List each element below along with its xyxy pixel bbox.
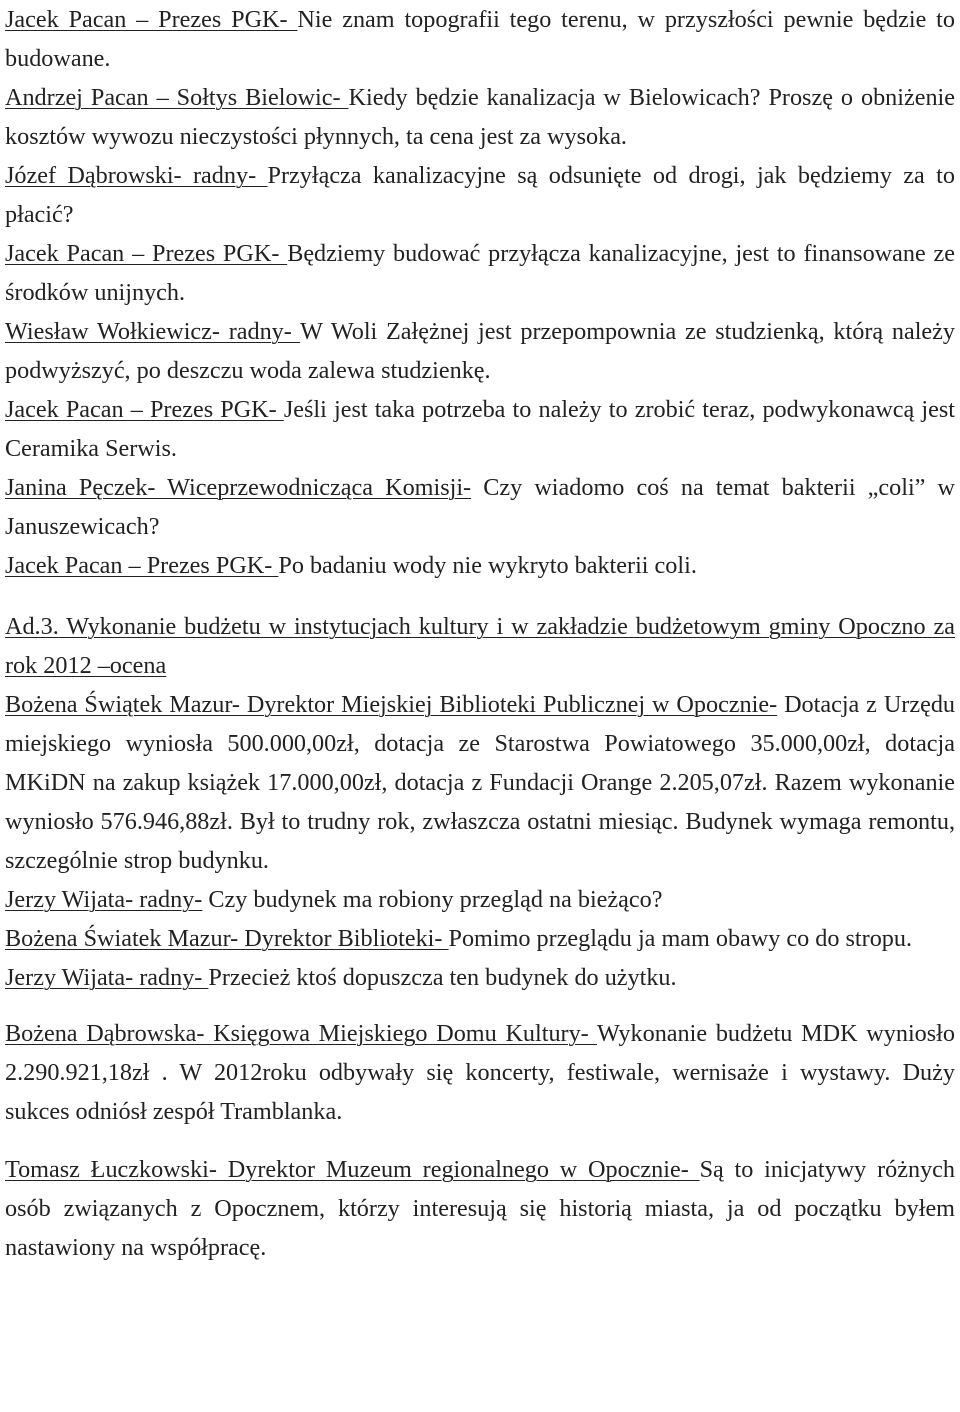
speaker-name: Jacek Pacan – Prezes PGK- [5, 552, 279, 579]
speaker-name: Jacek Pacan – Prezes PGK- [5, 6, 298, 33]
statement-paragraph [5, 312, 955, 390]
statement-paragraph [5, 1150, 955, 1267]
speaker-name: Jerzy Wijata- radny- [5, 886, 203, 913]
statement-text: Przyłącza kanalizacyjne są odsunięte od drogi, jak będziemy za to płacić? [5, 162, 955, 228]
statement-paragraph [5, 919, 955, 958]
speaker-name: Andrzej Pacan – Sołtys Bielowic- [5, 84, 349, 111]
statement-text: Nie znam topografii tego terenu, w przyszłości pewnie będzie to budowane. [5, 6, 955, 72]
speaker-name: Tomasz Łuczkowski- Dyrektor Muzeum regionalnego w Opocznie- [5, 1156, 700, 1183]
document-page [5, 0, 955, 1267]
speaker-name: Bożena Świątek Mazur- Dyrektor Miejskiej Biblioteki Publicznej w Opocznie- [5, 691, 778, 718]
statement-paragraph [5, 958, 955, 997]
statement-paragraph [5, 685, 955, 880]
statement-paragraph [5, 546, 955, 585]
speaker-name: Jerzy Wijata- radny- [5, 964, 209, 991]
statement-text: Przecież ktoś dopuszcza ten budynek do użytku. [208, 964, 677, 991]
statement-paragraph [5, 234, 955, 312]
statement-paragraph [5, 0, 955, 78]
statement-paragraph [5, 156, 955, 234]
statement-text: Czy budynek ma robiony przegląd na bieżąco? [202, 886, 663, 913]
statement-paragraph [5, 78, 955, 156]
statement-text: Pomimo przeglądu ja mam obawy co do stropu. [448, 925, 913, 952]
statement-text: Po badaniu wody nie wykryto bakterii coli. [278, 552, 697, 579]
paragraph-gap [5, 1131, 955, 1150]
section-heading [5, 607, 955, 685]
statement-text: Czy wiadomo coś na temat bakterii „coli” w Januszewicach? [5, 474, 956, 540]
statement-paragraph [5, 880, 955, 919]
paragraph-gap [5, 997, 955, 1014]
statement-paragraph [5, 1014, 955, 1131]
statement-text: Będziemy budować przyłącza kanalizacyjne, jest to finansowane ze środków unijnych. [5, 240, 955, 306]
statement-text: Kiedy będzie kanalizacja w Bielowicach? Proszę o obniżenie kosztów wywozu nieczystości płynnych, ta cena jest za wysoka. [5, 84, 955, 150]
speaker-name: Janina Pęczek- Wiceprzewodnicząca Komisji- [5, 474, 472, 501]
paragraph-gap [5, 585, 955, 607]
statement-text: Wykonanie budżetu MDK wyniosło 2.290.921,18zł . W 2012roku odbywały się koncerty, festiwale, wernisaże i wystawy. Duży sukces odniósł zespół Tramblanka. [5, 1020, 955, 1125]
statement-paragraph [5, 468, 955, 546]
statement-paragraph [5, 390, 955, 468]
speaker-name: Jacek Pacan – Prezes PGK- [5, 396, 284, 423]
statement-text: Jeśli jest taka potrzeba to należy to zrobić teraz, podwykonawcą jest Ceramika Serwis. [5, 396, 955, 462]
statement-text: Są to inicjatywy różnych osób związanych z Opocznem, którzy interesują się historią miasta, ja od początku byłem nastawiony na współpracę. [5, 1156, 955, 1261]
section-title: Wykonanie budżetu w instytucjach kultury i w zakładzie budżetowym gminy Opoczno za rok 2012 –ocena [5, 613, 955, 679]
speaker-name: Bożena Światek Mazur- Dyrektor Biblioteki- [5, 925, 449, 952]
speaker-name: Wiesław Wołkiewicz- radny- [5, 318, 301, 345]
section-number: Ad.3. [5, 613, 59, 640]
speaker-name: Jacek Pacan – Prezes PGK- [5, 240, 288, 267]
speaker-name: Józef Dąbrowski- radny- [5, 162, 268, 189]
speaker-name: Bożena Dąbrowska- Księgowa Miejskiego Domu Kultury- [5, 1020, 598, 1047]
statement-text: Dotacja z Urzędu miejskiego wyniosła 500.000,00zł, dotacja ze Starostwa Powiatowego 35.000,00zł, dotacja MKiDN na zakup książek 17.000,00zł, dotacja z Fundacji Orange 2.205,07zł. Razem wykonanie wyniosło 576.946,88zł. Był to trudny rok, zwłaszcza ostatni miesiąc. Budynek wymaga remontu, szczególnie strop budynku. [5, 691, 956, 874]
statement-text: W Woli Załężnej jest przepompownia ze studzienką, którą należy podwyższyć, po deszczu woda zalewa studzienkę. [5, 318, 955, 384]
